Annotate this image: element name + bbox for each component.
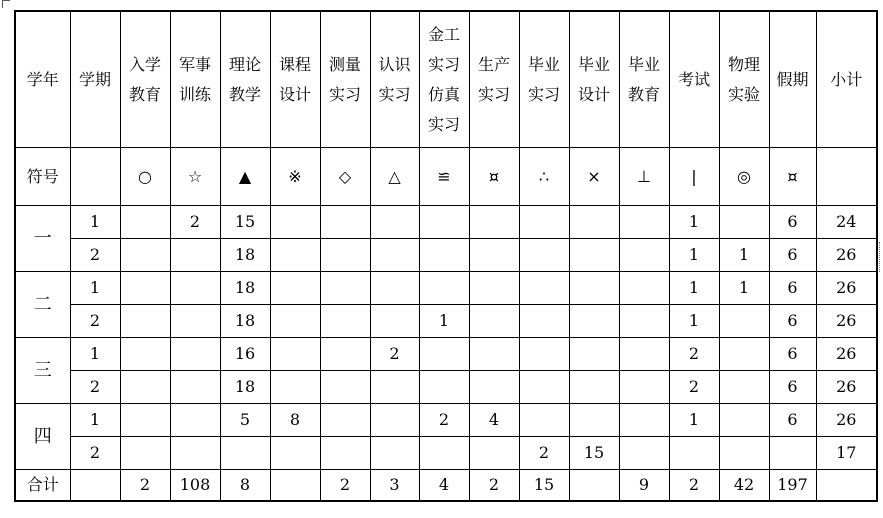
header-cell — [719, 11, 769, 148]
table-row — [15, 338, 877, 371]
value-cell — [270, 239, 320, 272]
header-cell — [120, 11, 170, 148]
value-cell: 26 — [816, 404, 877, 437]
value-cell — [469, 305, 519, 338]
value-cell — [120, 272, 170, 305]
table-row — [15, 239, 877, 272]
value-cell: 26 — [816, 272, 877, 305]
total-cell: 42 — [719, 470, 769, 502]
value-cell — [469, 371, 519, 404]
value-cell — [370, 404, 419, 437]
value-cell: 6 — [769, 338, 816, 371]
value-cell — [170, 338, 220, 371]
value-cell — [320, 239, 370, 272]
value-cell: 5 — [220, 404, 270, 437]
header-label: 军事训练 — [178, 54, 211, 104]
header-label: 课程设计 — [278, 54, 311, 104]
value-cell — [419, 239, 469, 272]
symbol-row — [15, 148, 877, 206]
value-cell: 16 — [220, 338, 270, 371]
term-cell: 2 — [70, 437, 120, 470]
value-cell: 6 — [769, 305, 816, 338]
value-cell: 26 — [816, 338, 877, 371]
term-cell: 1 — [70, 272, 120, 305]
symbol-row-label: 符号 — [15, 148, 70, 206]
symbol-cell: × — [569, 148, 619, 206]
value-cell: 6 — [769, 239, 816, 272]
value-cell — [719, 437, 769, 470]
total-cell — [569, 470, 619, 502]
value-cell: 1 — [669, 305, 719, 338]
header-label: 小计 — [830, 69, 863, 89]
value-cell — [270, 371, 320, 404]
header-label: 考试 — [677, 69, 710, 89]
value-cell — [170, 371, 220, 404]
value-cell: 15 — [569, 437, 619, 470]
table-row — [15, 305, 877, 338]
header-cell — [519, 11, 569, 148]
value-cell — [270, 338, 320, 371]
total-cell: 3 — [370, 470, 419, 502]
value-cell — [370, 239, 419, 272]
term-cell: 1 — [70, 404, 120, 437]
value-cell — [370, 272, 419, 305]
value-cell: 2 — [669, 371, 719, 404]
symbol-cell: ⊥ — [619, 148, 669, 206]
symbol-cell: ☆ — [170, 148, 220, 206]
header-label: 生产实习 — [477, 54, 510, 104]
header-cell — [170, 11, 220, 148]
symbol-cell: | — [669, 148, 719, 206]
value-cell — [619, 305, 669, 338]
value-cell — [419, 206, 469, 239]
value-cell: 18 — [220, 239, 270, 272]
schedule-table-container — [14, 10, 876, 510]
header-label: 测量实习 — [328, 54, 361, 104]
table-row — [15, 206, 877, 239]
value-cell: 8 — [270, 404, 320, 437]
header-label: 认识实习 — [378, 54, 411, 104]
value-cell — [120, 239, 170, 272]
value-cell — [469, 437, 519, 470]
value-cell — [320, 305, 370, 338]
right-edge-mark — [879, 242, 882, 272]
total-cell — [270, 470, 320, 502]
term-cell: 2 — [70, 305, 120, 338]
value-cell: 26 — [816, 371, 877, 404]
value-cell — [170, 437, 220, 470]
value-cell — [769, 437, 816, 470]
table-row — [15, 371, 877, 404]
value-cell — [569, 206, 619, 239]
value-cell: 1 — [719, 239, 769, 272]
value-cell — [719, 206, 769, 239]
value-cell — [719, 404, 769, 437]
value-cell — [320, 206, 370, 239]
value-cell — [669, 437, 719, 470]
value-cell — [370, 437, 419, 470]
value-cell — [469, 272, 519, 305]
value-cell — [419, 437, 469, 470]
value-cell — [469, 338, 519, 371]
value-cell: 4 — [469, 404, 519, 437]
value-cell — [619, 371, 669, 404]
header-label: 金工实习仿真实习 — [427, 24, 460, 134]
value-cell: 1 — [419, 305, 469, 338]
value-cell — [519, 404, 569, 437]
value-cell — [120, 206, 170, 239]
symbol-cell: ≌ — [419, 148, 469, 206]
value-cell: 1 — [669, 206, 719, 239]
symbol-cell: ¤ — [469, 148, 519, 206]
value-cell — [569, 404, 619, 437]
table-row — [15, 404, 877, 437]
value-cell — [170, 272, 220, 305]
total-cell: 2 — [469, 470, 519, 502]
total-cell: 9 — [619, 470, 669, 502]
value-cell: 18 — [220, 272, 270, 305]
header-cell — [220, 11, 270, 148]
header-cell — [70, 11, 120, 148]
value-cell: 6 — [769, 371, 816, 404]
year-cell: 四 — [15, 404, 70, 470]
value-cell: 2 — [419, 404, 469, 437]
header-label: 理论教学 — [228, 54, 261, 104]
header-cell — [320, 11, 370, 148]
value-cell — [370, 305, 419, 338]
value-cell — [320, 272, 370, 305]
term-cell: 1 — [70, 206, 120, 239]
value-cell — [719, 305, 769, 338]
value-cell: 1 — [669, 404, 719, 437]
value-cell: 2 — [519, 437, 569, 470]
value-cell: 2 — [370, 338, 419, 371]
year-cell: 二 — [15, 272, 70, 338]
total-cell: 4 — [419, 470, 469, 502]
header-label: 入学教育 — [128, 54, 161, 104]
value-cell: 1 — [669, 272, 719, 305]
teaching-schedule-table — [14, 10, 878, 502]
value-cell — [170, 404, 220, 437]
value-cell — [419, 371, 469, 404]
value-cell — [569, 338, 619, 371]
value-cell: 26 — [816, 305, 877, 338]
header-label: 假期 — [776, 69, 809, 89]
table-row — [15, 272, 877, 305]
value-cell — [120, 437, 170, 470]
value-cell — [220, 437, 270, 470]
value-cell — [569, 239, 619, 272]
header-cell — [669, 11, 719, 148]
symbol-cell: ▲ — [220, 148, 270, 206]
value-cell — [320, 437, 370, 470]
header-cell — [619, 11, 669, 148]
symbol-cell: ※ — [270, 148, 320, 206]
total-cell: 2 — [320, 470, 370, 502]
header-label: 学年 — [26, 69, 59, 89]
value-cell: 2 — [669, 338, 719, 371]
value-cell — [270, 206, 320, 239]
value-cell — [320, 404, 370, 437]
value-cell: 6 — [769, 206, 816, 239]
corner-mark — [2, 0, 10, 8]
value-cell: 2 — [170, 206, 220, 239]
header-cell — [15, 11, 70, 148]
total-cell — [70, 470, 120, 502]
value-cell: 1 — [719, 272, 769, 305]
header-label: 毕业教育 — [627, 54, 660, 104]
table-row — [15, 437, 877, 470]
value-cell — [170, 305, 220, 338]
year-cell: 三 — [15, 338, 70, 404]
header-cell — [569, 11, 619, 148]
header-label: 毕业实习 — [527, 54, 560, 104]
value-cell — [120, 338, 170, 371]
header-cell — [816, 11, 877, 148]
header-label: 毕业设计 — [577, 54, 610, 104]
value-cell — [270, 305, 320, 338]
value-cell — [719, 371, 769, 404]
term-cell: 2 — [70, 239, 120, 272]
value-cell — [120, 404, 170, 437]
value-cell — [569, 305, 619, 338]
year-cell: 一 — [15, 206, 70, 272]
term-cell: 2 — [70, 371, 120, 404]
symbol-cell: ◎ — [719, 148, 769, 206]
total-cell: 2 — [669, 470, 719, 502]
total-cell: 8 — [220, 470, 270, 502]
value-cell: 18 — [220, 305, 270, 338]
value-cell — [619, 437, 669, 470]
header-cell — [769, 11, 816, 148]
value-cell — [519, 371, 569, 404]
value-cell — [619, 239, 669, 272]
value-cell — [419, 338, 469, 371]
symbol-cell: ○ — [120, 148, 170, 206]
value-cell — [619, 404, 669, 437]
value-cell — [170, 239, 220, 272]
value-cell: 15 — [220, 206, 270, 239]
value-cell — [719, 338, 769, 371]
total-label: 合计 — [15, 470, 70, 502]
value-cell — [419, 272, 469, 305]
term-cell: 1 — [70, 338, 120, 371]
value-cell — [569, 272, 619, 305]
value-cell — [270, 272, 320, 305]
value-cell — [120, 305, 170, 338]
value-cell — [619, 338, 669, 371]
value-cell — [270, 437, 320, 470]
symbol-cell: ¤ — [769, 148, 816, 206]
value-cell: 6 — [769, 404, 816, 437]
value-cell — [320, 338, 370, 371]
value-cell: 24 — [816, 206, 877, 239]
value-cell: 17 — [816, 437, 877, 470]
header-cell — [419, 11, 469, 148]
value-cell — [519, 305, 569, 338]
value-cell — [619, 272, 669, 305]
value-cell — [519, 239, 569, 272]
symbol-cell: △ — [370, 148, 419, 206]
total-row — [15, 470, 877, 502]
value-cell — [469, 206, 519, 239]
value-cell — [370, 206, 419, 239]
value-cell: 1 — [669, 239, 719, 272]
value-cell: 18 — [220, 371, 270, 404]
value-cell: 6 — [769, 272, 816, 305]
value-cell — [370, 371, 419, 404]
header-cell — [370, 11, 419, 148]
symbol-cell: ◇ — [320, 148, 370, 206]
total-cell: 2 — [120, 470, 170, 502]
symbol-cell — [70, 148, 120, 206]
header-label: 物理实验 — [727, 54, 760, 104]
value-cell — [569, 371, 619, 404]
header-cell — [270, 11, 320, 148]
header-cell — [469, 11, 519, 148]
total-cell: 15 — [519, 470, 569, 502]
value-cell — [519, 206, 569, 239]
value-cell — [519, 272, 569, 305]
total-cell: 197 — [769, 470, 816, 502]
total-cell: 108 — [170, 470, 220, 502]
header-row — [15, 11, 877, 148]
symbol-cell: ∴ — [519, 148, 569, 206]
value-cell — [320, 371, 370, 404]
value-cell — [469, 239, 519, 272]
value-cell: 26 — [816, 239, 877, 272]
symbol-cell — [816, 148, 877, 206]
value-cell — [519, 338, 569, 371]
header-label: 学期 — [78, 69, 111, 89]
value-cell — [619, 206, 669, 239]
value-cell — [120, 371, 170, 404]
